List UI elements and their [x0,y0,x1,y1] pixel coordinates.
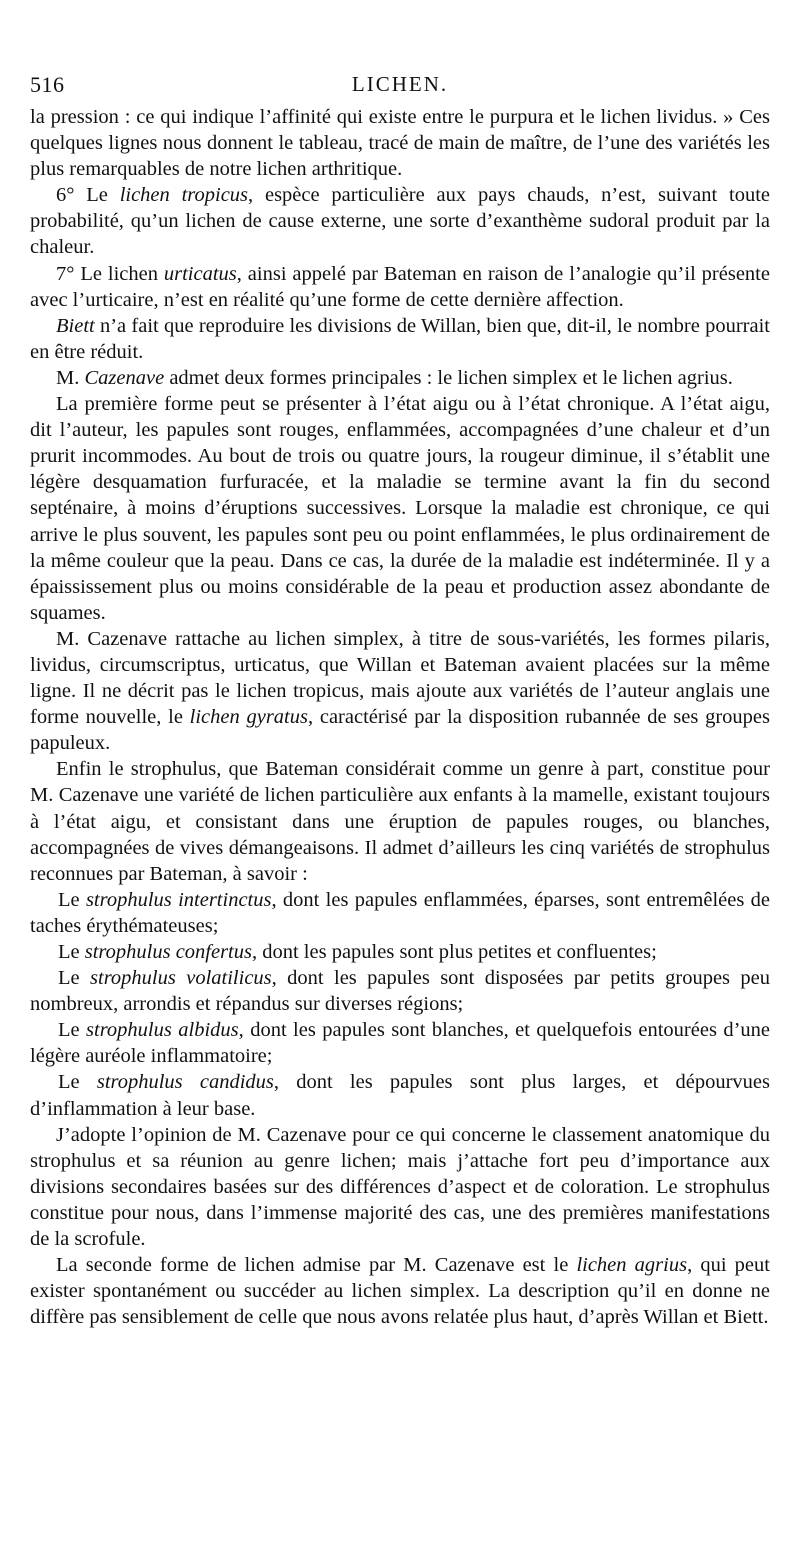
text-run: , espèce particulière aux pays chauds, n’est, suivant toute probabilité, qu’un lichen de cause externe, une sorte d’exanthème sudoral produit par la chaleur. [30,184,770,259]
text-run: , dont les papules sont plus petites et confluentes; [251,941,657,963]
paragraph [30,626,770,756]
italic-term: lichen tropicus [119,184,249,207]
italic-term: lichen gyratus [189,706,308,729]
text-run: , caractérisé par la disposition rubannée de ses groupes papuleux. [30,706,770,755]
text-run: admet deux formes principales : le lichen simplex et le lichen agrius. [164,366,733,389]
paragraph [30,887,770,939]
text-run: J’adopte l’opinion de M. Cazenave pour ce qui concerne le classement anatomique du strophulus et sa réunion au genre lichen; mais j’attache fort peu d’importance aux divisions secondaires basées sur des différences d’aspect et de coloration. Le strophulus constitue pour nous, dans l’immense majorité des cas, une des premières manifestations de la scrofule. [30,1123,770,1251]
text-run: 6° Le [56,184,120,207]
text-run: Le [58,1019,87,1042]
italic-term: strophulus volatilicus [90,967,272,990]
text-run: la pression : ce qui indique l’affinité qui existe entre le purpura et le lichen lividus. » Ces quelques lignes nous donnent le tableau, tracé de main de maître, de l’une des variétés les plus remarquables de notre lichen arthritique. [30,106,770,181]
italic-term: strophulus intertinctus [85,888,272,911]
page-header [30,72,770,102]
paragraph [30,365,770,391]
text-run: , dont les papules sont disposées par petits groupes peu nombreux, arrondis et répandus sur diverses régions; [30,967,771,1016]
text-run: M. [56,366,85,389]
text-run: Le [58,941,85,963]
running-title: LICHEN. [351,72,449,96]
paragraph [30,1122,770,1252]
page-number: 516 [30,72,65,97]
text-run: La première forme peut se présenter à l’état aigu ou à l’état chronique. A l’état aigu, dit l’auteur, les papules sont rouges, enflammées, accompagnées d’une chaleur et d’un prurit incommodes. Au bout de trois ou quatre jours, la rougeur diminue, il s’établit une légère desquamation furfuracée, et la maladie se termine avant la fin du second septénaire, à moins d’éruptions successives. Lorsque la maladie est chronique, ce qui arrive le plus souvent, les papules sont peu ou point enflammées, le plus ordinairement de la même couleur que la peau. Dans ce cas, la durée de la maladie est indéterminée. Il y a épaississement plus ou moins considérable de la peau et production assez abondante de squames. [30,393,770,624]
text-run: Enfin le strophulus, que Bateman considérait comme un genre à part, constitue pour M. Cazenave une variété de lichen particulière aux enfants à la mamelle, existant toujours à l’état aigu, et consistant dans une éruption de papules rouges, ou blanches, accompagnées de vives démangeaisons. Il admet d’ailleurs les cinq variétés de strophulus reconnues par Bateman, à savoir : [30,758,770,885]
paragraph [30,939,770,965]
italic-term: Biett [56,314,95,337]
paragraph [30,965,770,1017]
paragraph [30,1252,770,1330]
text-run: Le [58,888,86,911]
paragraph [30,391,770,626]
text-run: 7° Le lichen [56,262,164,285]
paragraph [30,756,770,886]
paragraph [30,104,770,182]
text-run: , qui peut exister spontanément ou succéder au lichen simplex. La description qu’il en donne ne diffère pas sensiblement de celle que nous avons relatée plus haut, d’après Willan et Biett. [30,1254,770,1329]
italic-term: urticatus [163,262,237,285]
italic-term: lichen agrius [576,1254,688,1277]
italic-term: strophulus albidus [86,1019,239,1042]
text-run: , dont les papules enflammées, éparses, sont entremêlées de taches érythémateuses; [30,888,770,937]
text-run: La seconde forme de lichen admise par M. Cazenave est le [56,1254,577,1277]
italic-term: strophulus candidus [96,1071,274,1094]
paragraph [30,1017,770,1069]
paragraph [30,313,770,365]
text-run: , dont les papules sont plus larges, et dépourvues d’inflammation à leur base. [30,1071,770,1120]
paragraph [30,1069,770,1121]
text-run: , ainsi appelé par Bateman en raison de l’analogie qu’il présente avec l’urticaire, n’est en réalité qu’une forme de cette dernière affection. [30,262,770,311]
text-run: , dont les papules sont blanches, et quelquefois entourées d’une légère auréole inflammatoire; [30,1019,771,1068]
paragraph [30,182,770,260]
italic-term: strophulus confertus [84,941,252,963]
paragraph [30,261,770,313]
book-page [30,0,770,1549]
italic-term: Cazenave [84,366,165,389]
text-run: M. Cazenave rattache au lichen simplex, à titre de sous-variétés, les formes pilaris, lividus, circumscriptus, urticatus, que Willan et Bateman avaient placées sur la même ligne. Il ne décrit pas le lichen tropicus, mais ajoute aux variétés de l’auteur anglais une forme nouvelle, le [30,627,770,729]
text-run: Le [58,1071,97,1094]
text-run: Le [58,967,91,990]
body-text [30,104,770,1330]
text-run: n’a fait que reproduire les divisions de Willan, bien que, dit-il, le nombre pourrait en être réduit. [30,314,770,363]
